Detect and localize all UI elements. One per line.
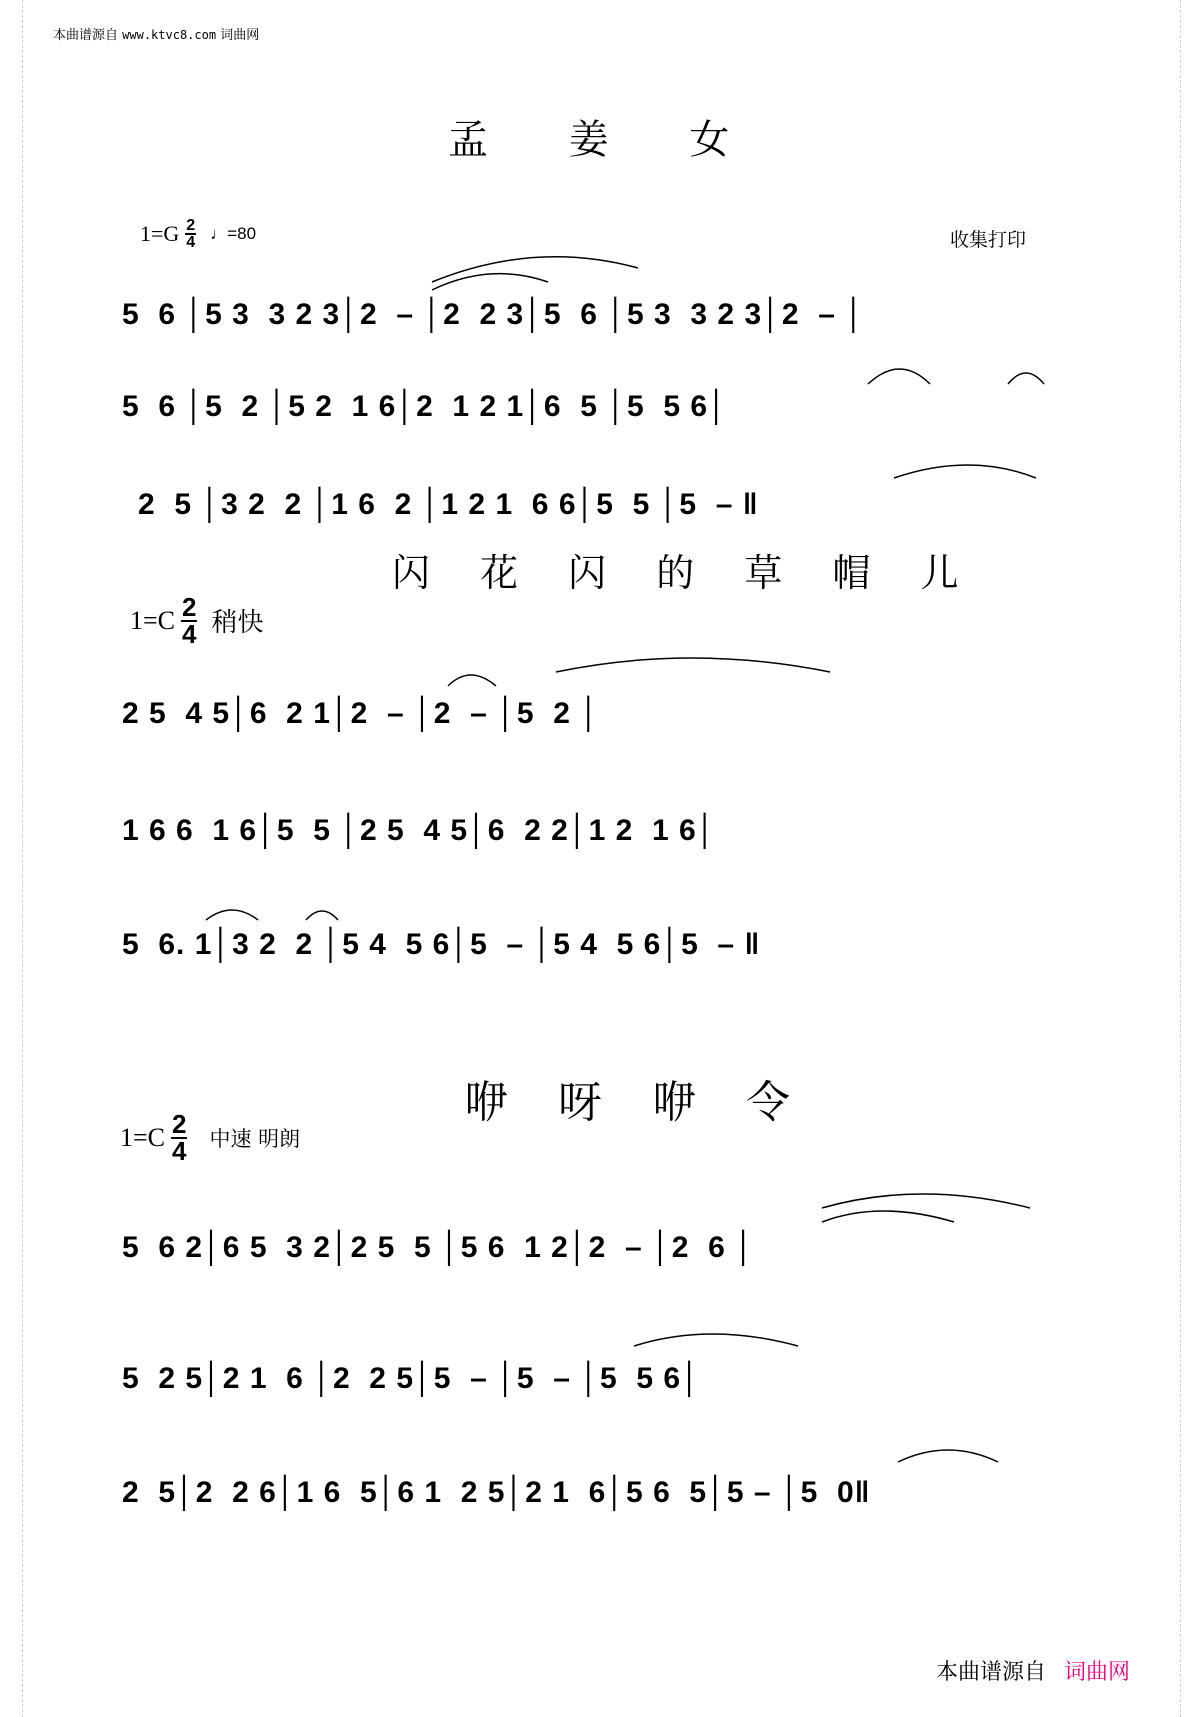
slur-song2-line3-b [306, 911, 338, 920]
song-3-line-2: 5 2 5│2 1 6 │2 2 5│5 – │5 – │5 5 6│ [122, 1362, 701, 1395]
slur-song1-line2-b [1008, 373, 1044, 384]
source-footer [936, 1655, 1130, 1686]
footer-prefix: 本曲谱源自 [936, 1660, 1047, 1685]
slur-song2-line3-a [206, 910, 258, 920]
song-1-meter-den: 4 [186, 234, 196, 252]
slur-song3-line3 [898, 1450, 998, 1462]
song-1-line-1: 5 6 │5 3 3 2 3│2 – │2 2 3│5 6 │5 3 3 2 3│2 – │ [122, 298, 865, 331]
song-1-key: 1=G [140, 221, 180, 247]
song-2-tempo: 稍快 [211, 608, 264, 639]
song-2-title: 闪 花 闪 的 草 帽 儿 [392, 551, 978, 595]
song-2-line-2: 1 6 6 1 6│5 5 │2 5 4 5│6 2 2│1 2 1 6│ [122, 814, 717, 847]
slur-song2-line1-a [448, 675, 496, 686]
source-domain[interactable]: www.ktvc8.com [122, 28, 217, 42]
slur-song1-line2-a [868, 369, 930, 384]
song-1-collector: 收集打印 [950, 229, 1027, 251]
source-prefix: 本曲谱源自 [53, 28, 119, 43]
song-2-line-1: 2 5 4 5│6 2 1│2 – │2 – │5 2 │ [122, 697, 601, 730]
song-2-meter-den: 4 [182, 618, 197, 649]
song-1-title: 孟 姜 女 [448, 117, 764, 163]
tie-song3-line1-long [822, 1194, 1030, 1208]
song-2-key: 1=C [130, 605, 176, 635]
song-3-tempo: 中速 明朗 [209, 1126, 301, 1151]
song-3-key: 1=C [120, 1122, 166, 1152]
song-1-tempo: ♩=80 [210, 224, 257, 244]
song-3-meter-den: 4 [172, 1135, 187, 1166]
song-3-meter-num: 2 [172, 1109, 187, 1139]
slur-song3-line2 [634, 1334, 798, 1346]
tie-song3-line1-short [822, 1211, 954, 1222]
slur-song2-line1-b [556, 658, 830, 672]
slur-song1-line3 [894, 465, 1036, 478]
song-3-line-3: 2 5│2 2 6│1 6 5│6 1 2 5│2 1 6│5 6 5│5 – │5 0‖ [122, 1476, 871, 1509]
footer-brand[interactable]: 词曲网 [1064, 1660, 1131, 1685]
song-1-line-3: 2 5 │3 2 2 │1 6 2 │1 2 1 6 6│5 5 │5 – ‖ [138, 488, 759, 521]
song-1-line-2: 5 6 │5 2 │5 2 1 6│2 1 2 1│6 5 │5 5 6│ [122, 390, 728, 423]
song-2-meter-num: 2 [182, 592, 197, 622]
song-3-title: 咿 呀 咿 令 [464, 1077, 808, 1128]
source-site: 词曲网 [220, 28, 260, 43]
song-2-line-3: 5 6. 1│3 2 2 │5 4 5 6│5 – │5 4 5 6│5 – ‖ [122, 928, 761, 961]
song-3-line-1: 5 6 2│6 5 3 2│2 5 5 │5 6 1 2│2 – │2 6 │ [122, 1231, 755, 1264]
song-1-meter-num: 2 [186, 217, 196, 234]
